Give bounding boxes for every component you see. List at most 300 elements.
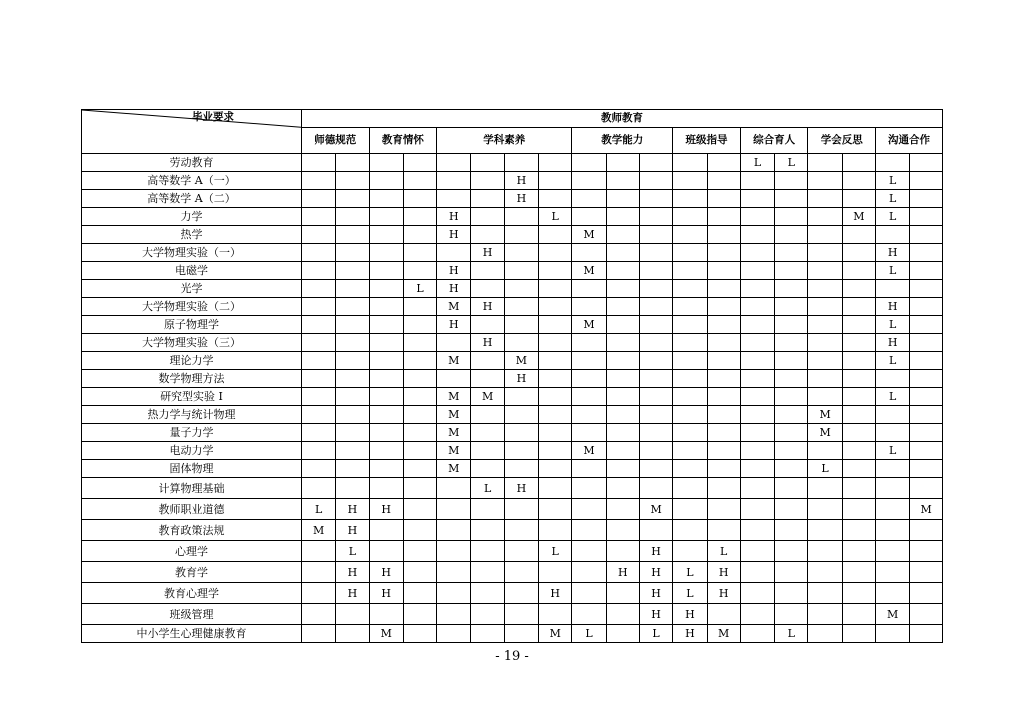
- rating-cell: [740, 478, 774, 499]
- rating-cell: [301, 424, 335, 442]
- rating-cell: [539, 262, 572, 280]
- rating-cell: [437, 541, 471, 562]
- rating-cell: [639, 424, 672, 442]
- rating-cell: [369, 424, 403, 442]
- rating-cell: [336, 625, 369, 643]
- rating-cell: [437, 172, 471, 190]
- rating-cell: [775, 208, 808, 226]
- rating-cell: [336, 316, 369, 334]
- course-name: 数学物理方法: [82, 370, 302, 388]
- rating-cell: [673, 406, 707, 424]
- category-header: 教育情怀: [369, 128, 437, 154]
- category-header: 沟通合作: [876, 128, 943, 154]
- rating-cell: [842, 499, 875, 520]
- rating-cell: [842, 625, 875, 643]
- rating-cell: [369, 388, 403, 406]
- rating-cell: H: [876, 298, 910, 316]
- rating-cell: L: [876, 388, 910, 406]
- rating-cell: [301, 334, 335, 352]
- rating-cell: [336, 208, 369, 226]
- rating-cell: [775, 604, 808, 625]
- table-row: [82, 154, 943, 172]
- rating-cell: [775, 370, 808, 388]
- rating-cell: [740, 352, 774, 370]
- rating-cell: H: [639, 583, 672, 604]
- rating-cell: M: [437, 352, 471, 370]
- rating-cell: [707, 460, 740, 478]
- rating-cell: [775, 460, 808, 478]
- rating-cell: [842, 583, 875, 604]
- rating-cell: [301, 172, 335, 190]
- rating-cell: H: [504, 478, 538, 499]
- rating-cell: [707, 226, 740, 244]
- rating-cell: [336, 442, 369, 460]
- rating-cell: [369, 172, 403, 190]
- rating-cell: [369, 334, 403, 352]
- course-name: 热学: [82, 226, 302, 244]
- course-name: 计算物理基础: [82, 478, 302, 499]
- rating-cell: [437, 190, 471, 208]
- rating-cell: [707, 604, 740, 625]
- rating-cell: [606, 460, 639, 478]
- rating-cell: [707, 280, 740, 298]
- rating-cell: [539, 460, 572, 478]
- rating-cell: [876, 424, 910, 442]
- rating-cell: [707, 499, 740, 520]
- rating-cell: [606, 244, 639, 262]
- rating-cell: [842, 226, 875, 244]
- category-header: 师德规范: [301, 128, 369, 154]
- rating-cell: [740, 226, 774, 244]
- rating-cell: [504, 583, 538, 604]
- rating-cell: [808, 604, 842, 625]
- rating-cell: M: [808, 424, 842, 442]
- rating-cell: H: [707, 562, 740, 583]
- rating-cell: [808, 334, 842, 352]
- rating-cell: [336, 298, 369, 316]
- rating-cell: H: [539, 583, 572, 604]
- rating-cell: M: [437, 298, 471, 316]
- table-row: [82, 226, 943, 244]
- table-row: [82, 424, 943, 442]
- rating-cell: [673, 424, 707, 442]
- group-header: 教师教育: [301, 110, 942, 128]
- course-name: 教育政策法规: [82, 520, 302, 541]
- rating-cell: [403, 334, 436, 352]
- rating-cell: [539, 334, 572, 352]
- rating-cell: [504, 298, 538, 316]
- rating-cell: [572, 190, 606, 208]
- rating-cell: [301, 298, 335, 316]
- rating-cell: [471, 460, 504, 478]
- rating-cell: [707, 334, 740, 352]
- rating-cell: [775, 172, 808, 190]
- rating-cell: L: [876, 262, 910, 280]
- course-name: 电磁学: [82, 262, 302, 280]
- rating-cell: [910, 478, 943, 499]
- rating-cell: [572, 280, 606, 298]
- rating-cell: L: [673, 562, 707, 583]
- rating-cell: [775, 583, 808, 604]
- rating-cell: [673, 478, 707, 499]
- rating-cell: [572, 478, 606, 499]
- rating-cell: [369, 298, 403, 316]
- rating-cell: H: [639, 562, 672, 583]
- rating-cell: [639, 172, 672, 190]
- rating-cell: [504, 604, 538, 625]
- rating-cell: [437, 478, 471, 499]
- rating-cell: [336, 154, 369, 172]
- rating-cell: [808, 226, 842, 244]
- course-name: 高等数学 A（一）: [82, 172, 302, 190]
- rating-cell: [740, 280, 774, 298]
- rating-cell: [336, 424, 369, 442]
- rating-cell: [336, 388, 369, 406]
- rating-cell: M: [437, 424, 471, 442]
- rating-cell: [301, 562, 335, 583]
- rating-cell: [471, 562, 504, 583]
- rating-cell: [808, 298, 842, 316]
- rating-cell: [842, 172, 875, 190]
- rating-cell: [504, 208, 538, 226]
- rating-cell: [403, 208, 436, 226]
- rating-cell: [639, 388, 672, 406]
- table-row: [82, 442, 943, 460]
- rating-cell: [673, 460, 707, 478]
- rating-cell: [639, 226, 672, 244]
- rating-cell: [539, 316, 572, 334]
- rating-cell: [673, 262, 707, 280]
- table-row: [82, 583, 943, 604]
- rating-cell: [639, 316, 672, 334]
- rating-cell: [775, 244, 808, 262]
- rating-cell: [471, 190, 504, 208]
- rating-cell: [471, 583, 504, 604]
- rating-cell: [775, 226, 808, 244]
- rating-cell: H: [437, 262, 471, 280]
- rating-cell: [808, 280, 842, 298]
- rating-cell: [842, 352, 875, 370]
- rating-cell: [539, 499, 572, 520]
- rating-cell: [572, 208, 606, 226]
- rating-cell: [842, 460, 875, 478]
- rating-cell: [910, 316, 943, 334]
- rating-cell: [910, 280, 943, 298]
- table-row: [82, 280, 943, 298]
- rating-cell: [369, 352, 403, 370]
- rating-cell: [437, 334, 471, 352]
- rating-cell: [673, 172, 707, 190]
- rating-cell: M: [369, 625, 403, 643]
- table-row: [82, 298, 943, 316]
- rating-cell: [606, 442, 639, 460]
- rating-cell: [639, 352, 672, 370]
- rating-cell: [403, 172, 436, 190]
- rating-cell: [471, 625, 504, 643]
- rating-cell: [539, 352, 572, 370]
- rating-cell: [910, 208, 943, 226]
- rating-cell: [539, 154, 572, 172]
- rating-cell: H: [639, 604, 672, 625]
- rating-cell: [403, 154, 436, 172]
- rating-cell: H: [369, 562, 403, 583]
- rating-cell: [740, 541, 774, 562]
- rating-cell: L: [876, 316, 910, 334]
- rating-cell: [606, 334, 639, 352]
- rating-cell: [539, 226, 572, 244]
- rating-cell: [876, 460, 910, 478]
- rating-cell: [504, 244, 538, 262]
- table-row: [82, 262, 943, 280]
- rating-cell: L: [876, 352, 910, 370]
- rating-cell: [673, 370, 707, 388]
- rating-cell: [369, 520, 403, 541]
- rating-cell: H: [707, 583, 740, 604]
- rating-cell: [673, 442, 707, 460]
- rating-cell: [707, 388, 740, 406]
- rating-cell: M: [437, 406, 471, 424]
- rating-cell: [842, 316, 875, 334]
- rating-cell: [639, 478, 672, 499]
- rating-cell: [673, 298, 707, 316]
- course-name: 中小学生心理健康教育: [82, 625, 302, 643]
- rating-cell: [606, 154, 639, 172]
- rating-cell: L: [539, 208, 572, 226]
- rating-cell: [539, 190, 572, 208]
- rating-cell: [504, 499, 538, 520]
- rating-cell: [876, 541, 910, 562]
- rating-cell: [707, 262, 740, 280]
- table-row: [82, 520, 943, 541]
- rating-cell: [403, 370, 436, 388]
- rating-cell: [471, 406, 504, 424]
- rating-cell: [403, 499, 436, 520]
- rating-cell: [301, 541, 335, 562]
- rating-cell: [606, 352, 639, 370]
- rating-cell: [301, 370, 335, 388]
- rating-cell: H: [876, 244, 910, 262]
- rating-cell: [403, 190, 436, 208]
- rating-cell: [301, 208, 335, 226]
- rating-cell: [437, 520, 471, 541]
- rating-cell: [910, 604, 943, 625]
- rating-cell: [471, 316, 504, 334]
- rating-cell: [369, 316, 403, 334]
- rating-cell: [336, 334, 369, 352]
- rating-cell: [403, 298, 436, 316]
- rating-cell: H: [369, 499, 403, 520]
- rating-cell: [775, 388, 808, 406]
- rating-cell: M: [437, 442, 471, 460]
- rating-cell: [740, 583, 774, 604]
- rating-cell: [775, 298, 808, 316]
- rating-cell: [707, 406, 740, 424]
- rating-cell: [808, 442, 842, 460]
- rating-cell: H: [471, 334, 504, 352]
- rating-cell: [369, 370, 403, 388]
- rating-cell: [775, 352, 808, 370]
- rating-cell: [606, 226, 639, 244]
- rating-cell: [606, 541, 639, 562]
- rating-cell: [336, 352, 369, 370]
- rating-cell: [876, 226, 910, 244]
- rating-cell: [471, 172, 504, 190]
- rating-cell: [740, 604, 774, 625]
- rating-cell: [301, 244, 335, 262]
- rating-cell: [336, 406, 369, 424]
- rating-cell: H: [876, 334, 910, 352]
- rating-cell: [336, 604, 369, 625]
- rating-cell: M: [639, 499, 672, 520]
- rating-cell: [707, 478, 740, 499]
- rating-cell: [471, 541, 504, 562]
- rating-cell: [639, 244, 672, 262]
- rating-cell: [775, 334, 808, 352]
- rating-cell: [301, 280, 335, 298]
- rating-cell: [639, 280, 672, 298]
- page-number: - 19 -: [495, 649, 529, 664]
- rating-cell: [504, 280, 538, 298]
- rating-cell: [910, 262, 943, 280]
- rating-cell: [707, 172, 740, 190]
- course-name: 大学物理实验（一）: [82, 244, 302, 262]
- rating-cell: [369, 460, 403, 478]
- rating-cell: [842, 154, 875, 172]
- rating-cell: [639, 334, 672, 352]
- category-header: 班级指导: [673, 128, 741, 154]
- rating-cell: H: [336, 583, 369, 604]
- rating-cell: [910, 352, 943, 370]
- rating-cell: [301, 352, 335, 370]
- rating-cell: [842, 334, 875, 352]
- table-row: [82, 460, 943, 478]
- rating-cell: L: [539, 541, 572, 562]
- rating-cell: [336, 226, 369, 244]
- rating-cell: [740, 190, 774, 208]
- rating-cell: [910, 460, 943, 478]
- rating-cell: M: [437, 388, 471, 406]
- rating-cell: [910, 226, 943, 244]
- rating-cell: [572, 406, 606, 424]
- rating-cell: [910, 244, 943, 262]
- rating-cell: [910, 424, 943, 442]
- rating-cell: M: [707, 625, 740, 643]
- rating-cell: [403, 442, 436, 460]
- rating-cell: [707, 520, 740, 541]
- rating-cell: M: [876, 604, 910, 625]
- rating-cell: [740, 208, 774, 226]
- rating-cell: M: [842, 208, 875, 226]
- rating-cell: [842, 190, 875, 208]
- rating-cell: [775, 520, 808, 541]
- rating-cell: [740, 442, 774, 460]
- table-row: [82, 562, 943, 583]
- rating-cell: [403, 520, 436, 541]
- rating-cell: [910, 388, 943, 406]
- rating-cell: [808, 154, 842, 172]
- rating-cell: L: [301, 499, 335, 520]
- rating-cell: [301, 388, 335, 406]
- category-header: 学会反思: [808, 128, 876, 154]
- rating-cell: [673, 226, 707, 244]
- table-row: [82, 370, 943, 388]
- rating-cell: [606, 316, 639, 334]
- rating-cell: [842, 604, 875, 625]
- table-row: [82, 190, 943, 208]
- rating-cell: [403, 460, 436, 478]
- rating-cell: [842, 370, 875, 388]
- rating-cell: [336, 172, 369, 190]
- rating-cell: [673, 154, 707, 172]
- course-name: 大学物理实验（三）: [82, 334, 302, 352]
- table-row: [82, 478, 943, 499]
- rating-cell: [808, 541, 842, 562]
- rating-cell: L: [775, 154, 808, 172]
- rating-cell: [707, 208, 740, 226]
- course-name: 光学: [82, 280, 302, 298]
- table-row: [82, 352, 943, 370]
- rating-cell: [504, 154, 538, 172]
- rating-cell: L: [673, 583, 707, 604]
- rating-cell: [369, 280, 403, 298]
- rating-cell: [403, 244, 436, 262]
- rating-cell: [639, 460, 672, 478]
- rating-cell: [437, 244, 471, 262]
- course-name: 心理学: [82, 541, 302, 562]
- rating-cell: [910, 541, 943, 562]
- rating-cell: [639, 154, 672, 172]
- rating-cell: L: [336, 541, 369, 562]
- table-row: [82, 244, 943, 262]
- rating-cell: [471, 154, 504, 172]
- rating-cell: [775, 541, 808, 562]
- rating-cell: [842, 520, 875, 541]
- rating-cell: L: [572, 625, 606, 643]
- rating-cell: [504, 424, 538, 442]
- rating-cell: [606, 583, 639, 604]
- rating-cell: [403, 316, 436, 334]
- course-name: 教育学: [82, 562, 302, 583]
- rating-cell: H: [639, 541, 672, 562]
- rating-cell: [910, 298, 943, 316]
- rating-cell: [606, 262, 639, 280]
- rating-cell: [301, 478, 335, 499]
- rating-cell: L: [707, 541, 740, 562]
- rating-cell: [437, 370, 471, 388]
- rating-cell: [740, 460, 774, 478]
- rating-cell: [639, 520, 672, 541]
- rating-cell: H: [673, 604, 707, 625]
- rating-cell: [539, 244, 572, 262]
- rating-cell: [910, 625, 943, 643]
- rating-cell: [403, 562, 436, 583]
- rating-cell: [539, 280, 572, 298]
- rating-cell: [471, 352, 504, 370]
- rating-cell: [572, 604, 606, 625]
- rating-cell: [808, 352, 842, 370]
- rating-cell: M: [910, 499, 943, 520]
- rating-cell: [539, 478, 572, 499]
- rating-cell: [876, 583, 910, 604]
- rating-cell: [539, 604, 572, 625]
- rating-cell: [808, 172, 842, 190]
- rating-cell: [606, 625, 639, 643]
- rating-cell: [842, 298, 875, 316]
- rating-cell: [707, 244, 740, 262]
- rating-cell: [639, 190, 672, 208]
- rating-cell: [504, 406, 538, 424]
- rating-cell: [639, 262, 672, 280]
